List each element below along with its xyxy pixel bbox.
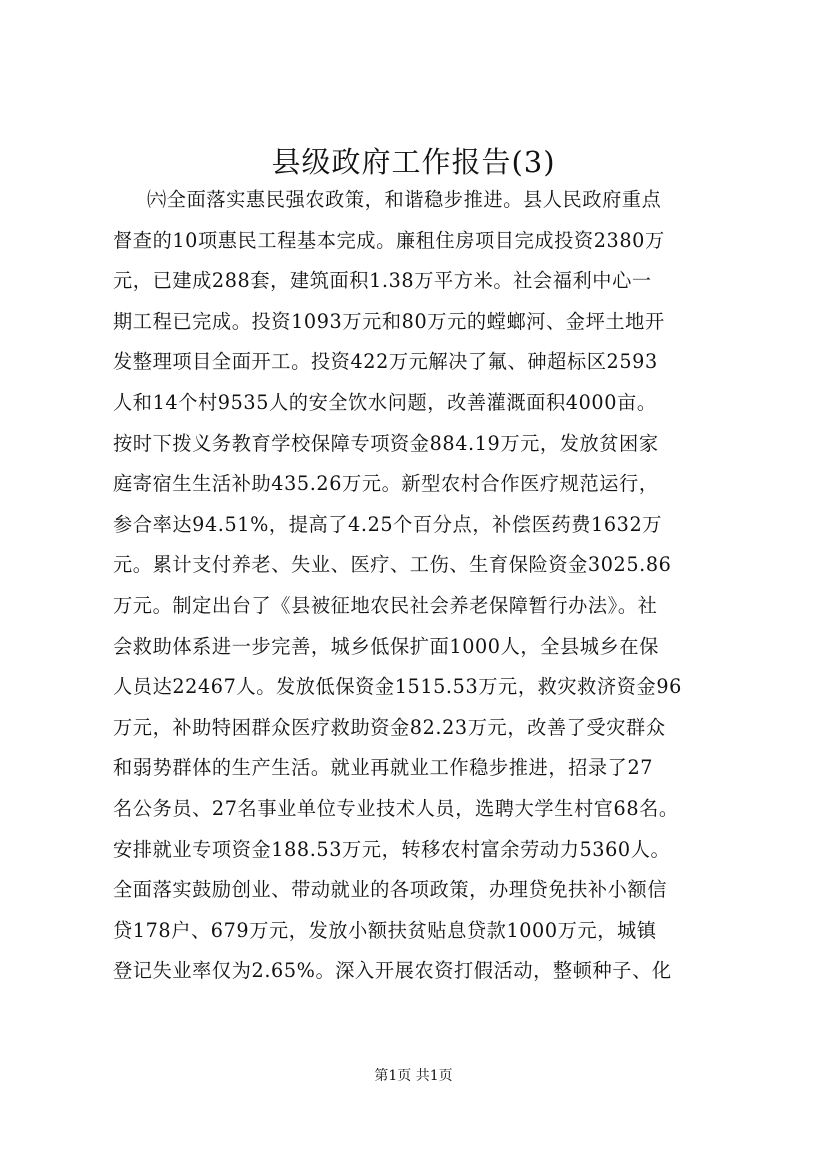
body-line: 名公务员、27名事业单位专业技术人员，选聘大学生村官68名。 — [113, 796, 679, 820]
document-title: 县级政府工作报告(3) — [271, 145, 556, 179]
body-line: 人和14个村9535人的安全饮水问题，改善灌溉面积4000亩。 — [113, 390, 657, 414]
body-line: 元。累计支付养老、失业、医疗、工伤、生育保险资金3025.86 — [113, 553, 672, 577]
body-line: 和弱势群体的生产生活。就业再就业工作稳步推进，招录了27 — [113, 756, 654, 780]
body-line: 万元。制定出台了《县被征地农民社会养老保障暂行办法》。社 — [113, 593, 658, 617]
body-line: 元，已建成288套，建筑面积1.38万平方米。社会福利中心一 — [113, 269, 652, 293]
body-line: 人员达22467人。发放低保资金1515.53万元，救灾救济资金96 — [113, 675, 682, 699]
page-number-footer: 第1页 共1页 — [374, 1068, 453, 1084]
body-line: 万元，补助特困群众医疗救助资金82.23万元，改善了受灾群众 — [113, 715, 666, 739]
body-line: ㈥全面落实惠民强农政策，和谐稳步推进。县人民政府重点 — [147, 188, 662, 211]
body-line: 登记失业率仅为2.65%。深入开展农资打假活动，整顿种子、化 — [113, 959, 672, 983]
body-line: 安排就业专项资金188.53万元，转移农村富余劳动力5360人。 — [113, 837, 671, 861]
body-line: 会救助体系进一步完善，城乡低保扩面1000人，全县城乡在保 — [113, 634, 659, 658]
body-line: 发整理项目全面开工。投资422万元解决了氟、砷超标区2593 — [113, 350, 658, 374]
body-line: 期工程已完成。投资1093万元和80万元的螳螂河、金坪土地开 — [113, 309, 665, 333]
body-line: 贷178户、679万元，发放小额扶贫贴息贷款1000万元，城镇 — [113, 918, 657, 942]
body-line: 按时下拨义务教育学校保障专项资金884.19万元，发放贫困家 — [113, 431, 659, 455]
body-line: 全面落实鼓励创业、带动就业的各项政策，办理贷免扶补小额信 — [113, 878, 668, 902]
body-line: 参合率达94.51%，提高了4.25个百分点，补偿医药费1632万 — [113, 512, 663, 536]
document-body — [113, 180, 733, 992]
body-line: 庭寄宿生生活补助435.26万元。新型农村合作医疗规范运行， — [113, 472, 659, 496]
body-line: 督查的10项惠民工程基本完成。廉租住房项目完成投资2380万 — [113, 228, 665, 252]
